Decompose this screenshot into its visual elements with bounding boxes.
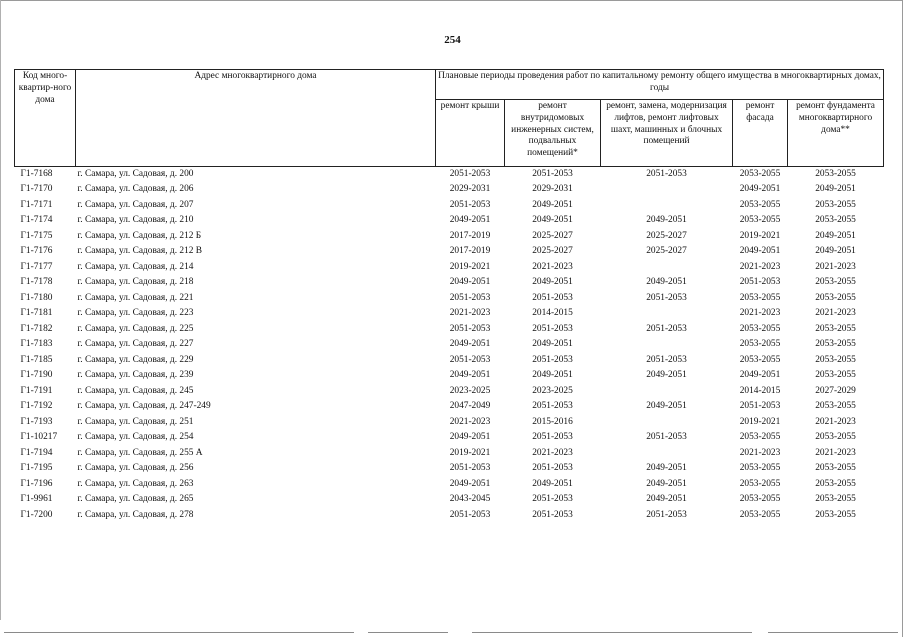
facade-period-cell: 2051-2053 [739,401,781,412]
foundation-period-cell: 2053-2055 [815,509,856,520]
roof-period-cell: 2021-2023 [449,308,491,319]
facade-period-cell: 2019-2021 [739,230,781,241]
engineering-period-cell: 2051-2053 [532,494,573,505]
house-code-cell: Г1-7190 [20,370,53,381]
header-foundation-repair: ремонт фундамента многоквартирного дома** [788,100,884,167]
elevator-period-cell [601,415,733,431]
address-cell: г. Самара, ул. Садовая, д. 206 [77,184,194,195]
address-cell: г. Самара, ул. Садовая, д. 251 [77,416,194,427]
roof-period-cell: 2051-2053 [449,199,491,210]
address-cell: г. Самара, ул. Садовая, д. 229 [77,354,194,365]
foundation-period-cell: 2021-2023 [815,308,856,319]
address-cell: г. Самара, ул. Садовая, д. 263 [77,478,194,489]
address-cell: г. Самара, ул. Садовая, д. 247-249 [77,401,211,412]
table-body [15,167,884,524]
house-code-cell: Г1-7182 [20,323,53,334]
house-code-cell: Г1-7176 [20,246,53,257]
roof-period-cell: 2051-2053 [449,323,491,334]
engineering-period-cell: 2049-2051 [532,339,573,350]
table-row [15,260,884,276]
house-code-cell: Г1-7185 [20,354,53,365]
bottom-rule-end [768,632,898,633]
facade-period-cell: 2053-2055 [739,509,781,520]
address-cell: г. Самара, ул. Садовая, д. 245 [77,385,194,396]
house-code-cell: Г1-7168 [20,168,53,179]
roof-period-cell: 2017-2019 [449,246,491,257]
header-roof-repair: ремонт крыши [436,100,505,167]
address-cell: г. Самара, ул. Садовая, д. 223 [77,308,194,319]
engineering-period-cell: 2023-2025 [532,385,573,396]
house-code-cell: Г1-9961 [20,494,53,505]
address-cell: г. Самара, ул. Садовая, д. 278 [77,509,194,520]
elevator-period-cell: 2051-2053 [646,354,687,365]
table-row [15,384,884,400]
house-code-cell: Г1-7183 [20,339,53,350]
foundation-period-cell: 2021-2023 [815,261,856,272]
engineering-period-cell: 2015-2016 [532,416,573,427]
header-address: Адрес многоквартирного дома [76,70,436,167]
page-left-edge [0,0,2,620]
roof-period-cell: 2043-2045 [449,494,491,505]
foundation-period-cell: 2053-2055 [815,339,856,350]
table-row [15,183,884,199]
facade-period-cell: 2021-2023 [739,447,781,458]
foundation-period-cell: 2053-2055 [815,370,856,381]
roof-period-cell: 2047-2049 [449,401,491,412]
engineering-period-cell: 2051-2053 [532,323,573,334]
bottom-rule-middle [368,632,448,633]
foundation-period-cell: 2053-2055 [815,463,856,474]
address-cell: г. Самара, ул. Садовая, д. 239 [77,370,194,381]
table-row [15,477,884,493]
house-code-cell: Г1-7175 [20,230,53,241]
facade-period-cell: 2053-2055 [739,478,781,489]
bottom-rule-right [472,632,752,633]
facade-period-cell: 2053-2055 [739,215,781,226]
engineering-period-cell: 2051-2053 [532,168,573,179]
table-row [15,400,884,416]
address-cell: г. Самара, ул. Садовая, д. 265 [77,494,194,505]
facade-period-cell: 2053-2055 [739,463,781,474]
facade-period-cell: 2053-2055 [739,292,781,303]
engineering-period-cell: 2051-2053 [532,432,573,443]
elevator-period-cell: 2049-2051 [646,463,687,474]
house-code-cell: Г1-7200 [20,509,53,520]
elevator-period-cell: 2051-2053 [646,509,687,520]
foundation-period-cell: 2049-2051 [815,246,856,257]
facade-period-cell: 2053-2055 [739,494,781,505]
engineering-period-cell: 2049-2051 [532,199,573,210]
elevator-period-cell [601,338,733,354]
facade-period-cell: 2021-2023 [739,261,781,272]
table-row [15,276,884,292]
house-code-cell: Г1-7192 [20,401,53,412]
facade-period-cell: 2053-2055 [739,199,781,210]
facade-period-cell: 2053-2055 [739,432,781,443]
capital-repair-schedule-table [14,69,884,524]
engineering-period-cell: 2021-2023 [532,261,573,272]
facade-period-cell: 2053-2055 [739,168,781,179]
page-bottom-edge [0,632,905,633]
address-cell: г. Самара, ул. Садовая, д. 227 [77,339,194,350]
table-row [15,214,884,230]
table-row [15,431,884,447]
foundation-period-cell: 2021-2023 [815,447,856,458]
engineering-period-cell: 2049-2051 [532,215,573,226]
address-cell: г. Самара, ул. Садовая, д. 256 [77,463,194,474]
elevator-period-cell: 2051-2053 [646,292,687,303]
roof-period-cell: 2019-2021 [449,447,491,458]
table-row [15,291,884,307]
bottom-rule-left [4,632,354,633]
foundation-period-cell: 2049-2051 [815,230,856,241]
engineering-period-cell: 2049-2051 [532,478,573,489]
roof-period-cell: 2023-2025 [449,385,491,396]
facade-period-cell: 2014-2015 [739,385,781,396]
roof-period-cell: 2029-2031 [449,184,491,195]
foundation-period-cell: 2053-2055 [815,432,856,443]
address-cell: г. Самара, ул. Садовая, д. 218 [77,277,194,288]
engineering-period-cell: 2051-2053 [532,354,573,365]
table-row [15,322,884,338]
elevator-period-cell [601,198,733,214]
engineering-period-cell: 2051-2053 [532,292,573,303]
foundation-period-cell: 2027-2029 [815,385,856,396]
address-cell: г. Самара, ул. Садовая, д. 212 Б [77,230,202,241]
roof-period-cell: 2049-2051 [449,478,491,489]
table-row [15,167,884,183]
roof-period-cell: 2051-2053 [449,354,491,365]
address-cell: г. Самара, ул. Садовая, д. 254 [77,432,194,443]
elevator-period-cell: 2025-2027 [646,246,687,257]
facade-period-cell: 2053-2055 [739,323,781,334]
engineering-period-cell: 2051-2053 [532,401,573,412]
table-row [15,245,884,261]
foundation-period-cell: 2053-2055 [815,354,856,365]
facade-period-cell: 2049-2051 [739,246,781,257]
header-elevators: ремонт, замена, модернизация лифтов, ремонт лифтовых шахт, машинных и блочных помещений [601,100,733,167]
engineering-period-cell: 2049-2051 [532,277,573,288]
table-row [15,446,884,462]
elevator-period-cell: 2049-2051 [646,494,687,505]
table-row [15,508,884,524]
elevator-period-cell: 2049-2051 [646,370,687,381]
address-cell: г. Самара, ул. Садовая, д. 200 [77,168,194,179]
roof-period-cell: 2021-2023 [449,416,491,427]
foundation-period-cell: 2053-2055 [815,199,856,210]
header-planned-periods: Плановые периоды проведения работ по капитальному ремонту общего имущества в многоквартирных домах, годы [436,70,884,100]
house-code-cell: Г1-7193 [20,416,53,427]
elevator-period-cell: 2025-2027 [646,230,687,241]
house-code-cell: Г1-7171 [20,199,53,210]
page-right-edge [902,0,904,637]
engineering-period-cell: 2051-2053 [532,509,573,520]
address-cell: г. Самара, ул. Садовая, д. 221 [77,292,194,303]
elevator-period-cell: 2051-2053 [646,168,687,179]
elevator-period-cell [601,384,733,400]
foundation-period-cell: 2053-2055 [815,323,856,334]
engineering-period-cell: 2029-2031 [532,184,573,195]
elevator-period-cell [601,183,733,199]
elevator-period-cell: 2049-2051 [646,401,687,412]
elevator-period-cell: 2051-2053 [646,323,687,334]
elevator-period-cell: 2049-2051 [646,478,687,489]
table-row [15,493,884,509]
foundation-period-cell: 2053-2055 [815,478,856,489]
facade-period-cell: 2053-2055 [739,354,781,365]
foundation-period-cell: 2053-2055 [815,494,856,505]
house-code-cell: Г1-7196 [20,478,53,489]
table-row [15,338,884,354]
header-engineering-systems: ремонт внутридомовых инженерных систем, подвальных помещений* [505,100,601,167]
address-cell: г. Самара, ул. Садовая, д. 207 [77,199,194,210]
elevator-period-cell [601,446,733,462]
facade-period-cell: 2051-2053 [739,277,781,288]
address-cell: г. Самара, ул. Садовая, д. 255 А [77,447,203,458]
engineering-period-cell: 2049-2051 [532,370,573,381]
foundation-period-cell: 2053-2055 [815,215,856,226]
facade-period-cell: 2053-2055 [739,339,781,350]
foundation-period-cell: 2021-2023 [815,416,856,427]
roof-period-cell: 2019-2021 [449,261,491,272]
engineering-period-cell: 2051-2053 [532,463,573,474]
house-code-cell: Г1-7191 [20,385,53,396]
house-code-cell: Г1-7178 [20,277,53,288]
table-row [15,353,884,369]
house-code-cell: Г1-10217 [20,432,58,443]
elevator-period-cell: 2049-2051 [646,277,687,288]
facade-period-cell: 2021-2023 [739,308,781,319]
house-code-cell: Г1-7170 [20,184,53,195]
roof-period-cell: 2051-2053 [449,168,491,179]
house-code-cell: Г1-7195 [20,463,53,474]
facade-period-cell: 2019-2021 [739,416,781,427]
foundation-period-cell: 2053-2055 [815,292,856,303]
house-code-cell: Г1-7177 [20,261,53,272]
header-facade-repair: ремонт фасада [733,100,788,167]
roof-period-cell: 2049-2051 [449,339,491,350]
roof-period-cell: 2049-2051 [449,370,491,381]
table-row [15,415,884,431]
house-code-cell: Г1-7181 [20,308,53,319]
house-code-cell: Г1-7174 [20,215,53,226]
roof-period-cell: 2049-2051 [449,277,491,288]
foundation-period-cell: 2053-2055 [815,277,856,288]
engineering-period-cell: 2014-2015 [532,308,573,319]
roof-period-cell: 2049-2051 [449,215,491,226]
address-cell: г. Самара, ул. Садовая, д. 225 [77,323,194,334]
house-code-cell: Г1-7180 [20,292,53,303]
page-number: 254 [444,34,461,46]
facade-period-cell: 2049-2051 [739,184,781,195]
table-row [15,229,884,245]
foundation-period-cell: 2049-2051 [815,184,856,195]
elevator-period-cell: 2051-2053 [646,432,687,443]
table-row [15,462,884,478]
roof-period-cell: 2051-2053 [449,292,491,303]
engineering-period-cell: 2021-2023 [532,447,573,458]
table-row [15,198,884,214]
house-code-cell: Г1-7194 [20,447,53,458]
page-top-edge [0,0,903,2]
foundation-period-cell: 2053-2055 [815,401,856,412]
foundation-period-cell: 2053-2055 [815,168,856,179]
engineering-period-cell: 2025-2027 [532,246,573,257]
address-cell: г. Самара, ул. Садовая, д. 210 [77,215,194,226]
facade-period-cell: 2049-2051 [739,370,781,381]
roof-period-cell: 2017-2019 [449,230,491,241]
elevator-period-cell [601,260,733,276]
table-row [15,369,884,385]
engineering-period-cell: 2025-2027 [532,230,573,241]
elevator-period-cell: 2049-2051 [646,215,687,226]
address-cell: г. Самара, ул. Садовая, д. 214 [77,261,194,272]
roof-period-cell: 2049-2051 [449,432,491,443]
header-house-code: Код много-квартир-ного дома [15,70,76,167]
roof-period-cell: 2051-2053 [449,463,491,474]
table-row [15,307,884,323]
address-cell: г. Самара, ул. Садовая, д. 212 В [77,246,203,257]
roof-period-cell: 2051-2053 [449,509,491,520]
elevator-period-cell [601,307,733,323]
